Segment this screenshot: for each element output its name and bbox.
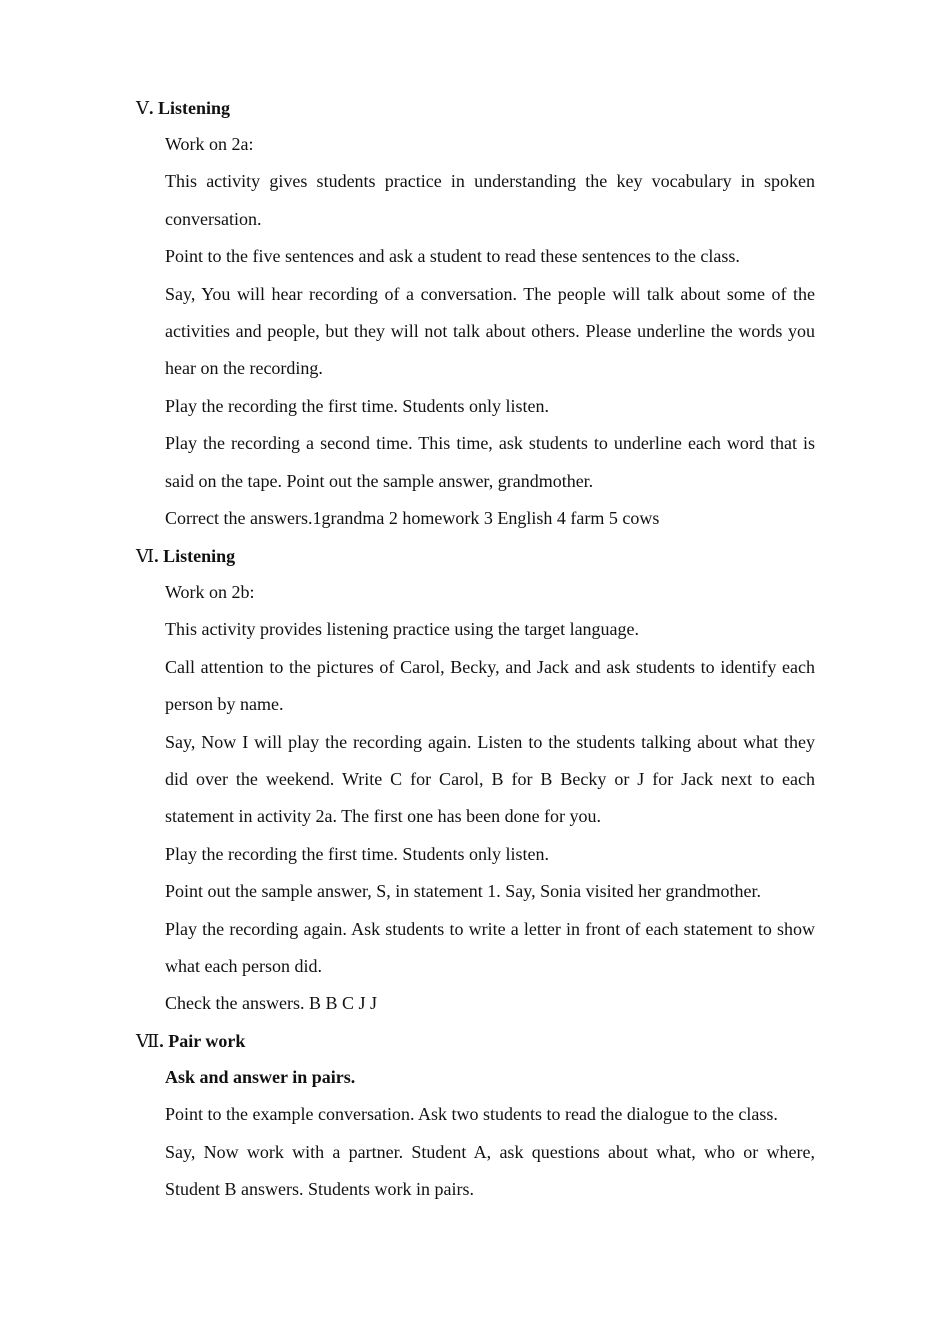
section-heading	[136, 541, 235, 571]
section-heading	[136, 93, 230, 123]
section-numeral: Ⅴ	[136, 98, 149, 118]
section-heading	[136, 1026, 245, 1056]
paragraph: Point to the example conversation. Ask two students to read the dialogue to the class.	[165, 1104, 778, 1125]
paragraph: Correct the answers.1grandma 2 homework 3 English 4 farm 5 cows	[165, 508, 660, 529]
section-body	[165, 1059, 815, 1209]
paragraph: Check the answers. B B C J J	[165, 993, 377, 1014]
section-title: . Listening	[154, 546, 236, 566]
section-subtitle: Ask and answer in pairs.	[165, 1067, 356, 1087]
paragraph: This activity gives students practice in understanding the key vocabulary in spoken conversation.	[165, 171, 815, 229]
paragraph: Point to the five sentences and ask a student to read these sentences to the class.	[165, 246, 740, 267]
paragraph: Say, You will hear recording of a conversation. The people will talk about some of the activities and people, but they will not talk about others. Please underline the words you hear on the recording.	[165, 283, 815, 379]
paragraph: Play the recording again. Ask students to write a letter in front of each statement to show what each person did.	[165, 918, 815, 977]
paragraph: This activity provides listening practice using the target language.	[165, 619, 640, 640]
section-body	[165, 574, 815, 1023]
section-numeral: Ⅶ	[136, 1031, 160, 1051]
section-title: . Listening	[149, 98, 231, 118]
section-title: . Pair work	[159, 1031, 246, 1051]
paragraph: Play the recording a second time. This time, ask students to underline each word that is said on the tape. Point out the sample answer, grandmother.	[165, 433, 815, 491]
paragraph: Say, Now work with a partner. Student A, ask questions about what, who or where, Student B answers. Students work in pairs.	[165, 1141, 815, 1200]
section-body	[165, 126, 815, 537]
paragraph: Say, Now I will play the recording again. Listen to the students talking about what they did over the weekend. Write C for Carol, B for B Becky or J for Jack next to each statement in activity 2a. The first one has been done for you.	[165, 731, 815, 827]
paragraph: Play the recording the first time. Students only listen.	[165, 395, 549, 416]
paragraph: Work on 2b:	[165, 582, 255, 602]
section-numeral: Ⅵ	[136, 546, 155, 566]
paragraph: Call attention to the pictures of Carol, Becky, and Jack and ask students to identify each person by name.	[165, 656, 815, 715]
paragraph: Work on 2a:	[165, 134, 254, 154]
paragraph: Play the recording the first time. Students only listen.	[165, 843, 549, 864]
paragraph: Point out the sample answer, S, in statement 1. Say, Sonia visited her grandmother.	[165, 881, 762, 902]
